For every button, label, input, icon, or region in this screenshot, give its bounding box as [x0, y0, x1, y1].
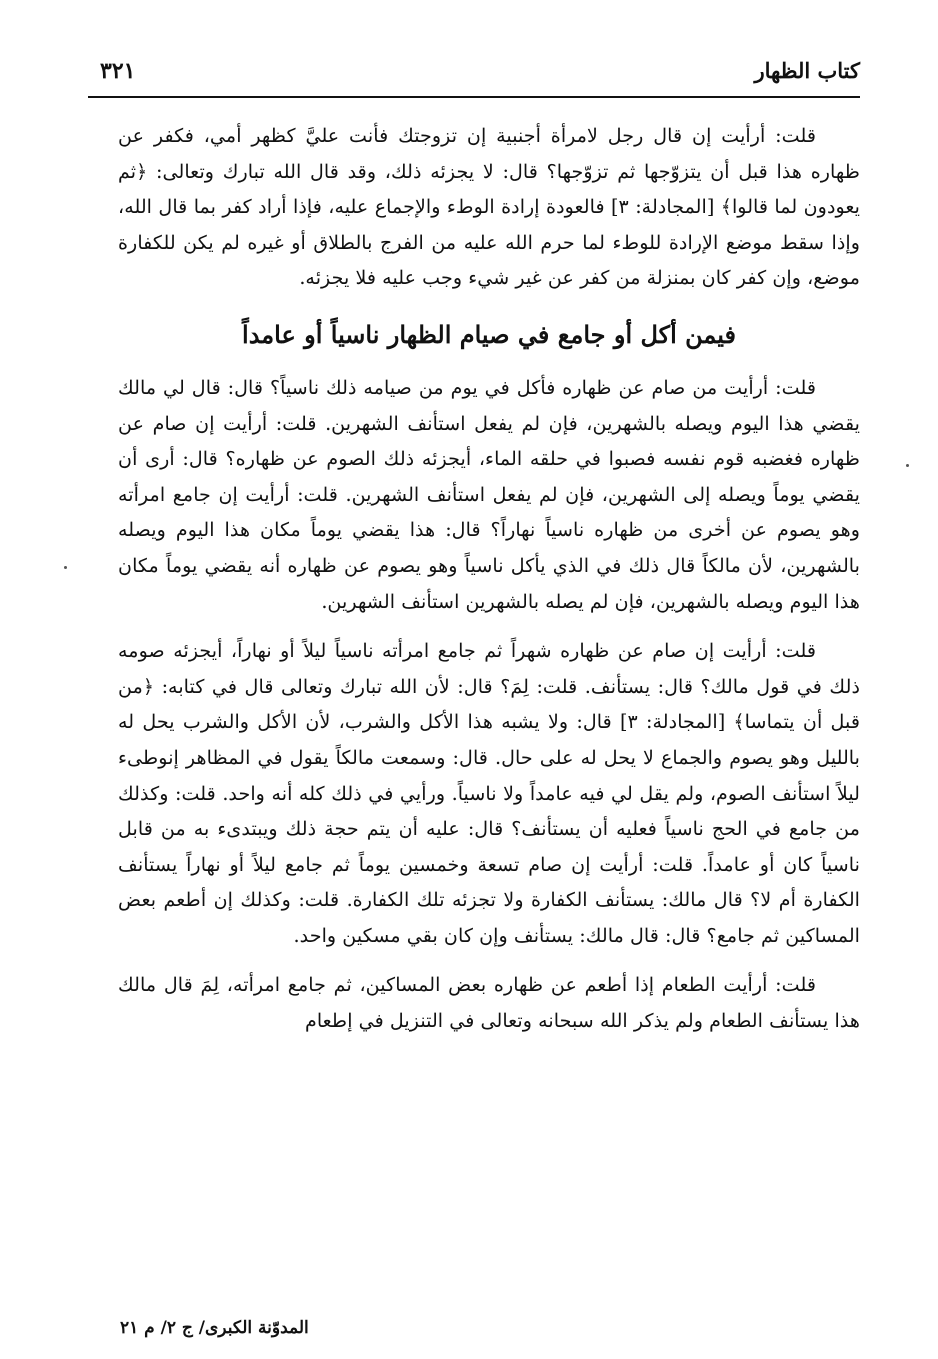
paragraph: قلت: أرأيت الطعام إذا أطعم عن ظهاره بعض المساكين، ثم جامع امرأته، لِمَ قال مالك هذا يستأنف الطعام ولم يذكر الله سبحانه وتعالى في التنزيل في إطعام [118, 973, 860, 1033]
paragraph: قلت: أرأيت من صام عن ظهاره فأكل في يوم من صيامه ذلك ناسياً؟ قال: قال لي مالك يقضي هذا اليوم ويصله بالشهرين، فإن لم يفعل استأنف الشهرين. قلت: أرأيت إن صام عن ظهاره فغضبه قوم نفسه فصبوا في حلقه الماء، أيجزئه ذلك الصوم عن ظهاره؟ قال: أرى أن يقضي يوماً ويصله إلى الشهرين، فإن لم يفعل استأنف الشهرين. قلت: أرأيت إن جامع امرأته وهو يصوم عن أخرى من ظهاره ناسياً نهاراً؟ قال: هذا يقضي يوماً مكان هذا اليوم ويصله بالشهرين، لأن مالكاً قال ذلك في الذي يأكل ناسياً وهو يصوم عن ظهاره أنه يقضي يوماً مكان هذا اليوم ويصله بالشهرين، فإن لم يصله بالشهرين استأنف الشهرين. [118, 375, 860, 613]
page-number: ٣٢١ [100, 58, 136, 84]
footer-signature: المدوّنة الكبرى/ ج ٢/ م ٢١ [120, 1318, 309, 1338]
chapter-title: كتاب الظهار [754, 58, 860, 83]
margin-mark [64, 566, 67, 569]
paragraph: قلت: أرأيت إن قال رجل لامرأة أجنبية إن تزوجتك فأنت عليَّ كظهر أمي، فكفر عن ظهاره هذا قبل أن يتزوّجها ثم تزوّجها؟ قال: لا يجزئه ذلك، وقد قال الله تبارك وتعالى: ﴿ثم يعودون لما قالوا﴾ [المجادلة: ٣] فالعودة إرادة الوطء والإجماع عليه، فإذا أراد كفر بما قال الله، وإذا سقط موضع الإرادة للوطء لما حرم الله عليه من الفرج بالطلاق أو غيره لم يكن للكفارة موضع، وإن كفر كان بمنزلة من كفر عن غير شيء وجب عليه فلا يجزئه. [118, 124, 860, 290]
section-heading: فيمن أكل أو جامع في صيام الظهار ناسياً أو عامداً [242, 319, 736, 349]
margin-mark [906, 464, 909, 467]
page-footer [100, 1318, 848, 1348]
page-header [88, 58, 860, 98]
paragraph: قلت: أرأيت إن صام عن ظهاره شهراً ثم جامع امرأته ناسياً ليلاً أو نهاراً، أيجزئه صومه ذلك في قول مالك؟ قال: يستأنف. قلت: لِمَ؟ قال: لأن الله تبارك وتعالى قال في كتابه: ﴿من قبل أن يتماسا﴾ [المجادلة: ٣] قال: ولا يشبه هذا الأكل والشرب، لأن الأكل والشرب يحل له بالليل وهو يصوم والجماع لا يحل له على حال. قال: وسمعت مالكاً يقول في المظاهر إنوطىء ليلاً استأنف الصوم، ولم يقل لي فيه عامداً ولا ناسياً. ورأيي في ذلك كله أنه واحد. قلت: وكذلك من جامع في الحج ناسياً فعليه أن يستأنف؟ قال: عليه أن يتم حجة ذلك ويبتدىء به من قابل ناسياً كان أو عامداً. قلت: أرأيت إن صام تسعة وخمسين يوماً ثم جامع ليلاً أو نهاراً يستأنف الكفارة أم لا؟ قال مالك: يستأنف الكفارة ولا تجزئه تلك الكفارة. قلت: وكذلك إن أطعم بعض المساكين ثم جامع؟ قال: قال مالك: يستأنف وإن كان بقي مسكين واحد. [118, 639, 860, 947]
page-body [118, 118, 860, 1045]
header-rule [88, 96, 860, 98]
